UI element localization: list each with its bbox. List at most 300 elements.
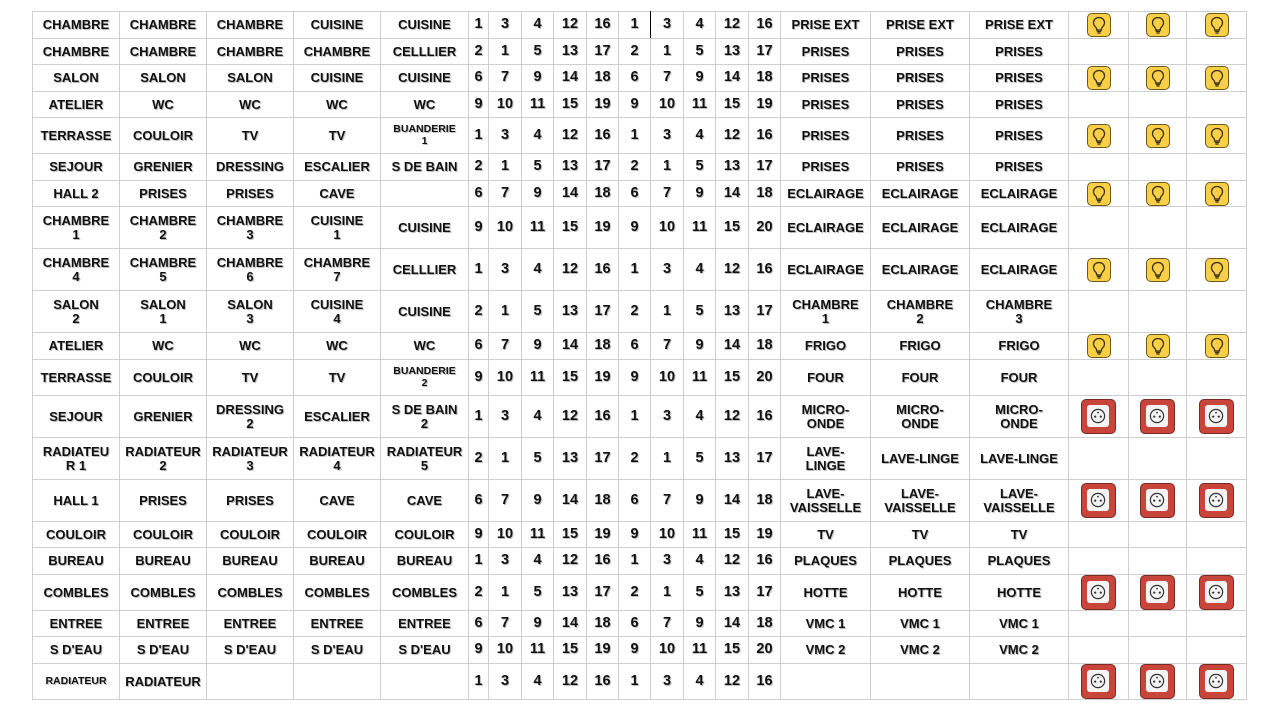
cell-text: SALON [53,70,99,86]
usage-cell [871,637,970,664]
light-bulb-icon [1205,182,1229,206]
icon-cell [1069,438,1129,480]
circuit-number-cell [684,12,716,39]
room-cell [120,181,207,207]
cell-text: VMC 1 [999,615,1039,631]
icon-cell [1069,291,1129,333]
icon-cell [1069,522,1129,548]
room-cell [207,118,294,154]
cell-text: ECLAIRAGE [787,219,864,235]
cell-text: 3 [500,16,510,33]
circuit-number-cell [469,611,489,637]
cell-text: 16 [756,260,773,277]
room-cell [120,396,207,438]
cell-text: 13 [723,583,741,600]
circuit-number-cell [684,360,716,396]
circuit-number-cell [587,611,619,637]
cell-text: TV [911,526,929,542]
cell-text: 17 [756,158,773,175]
circuit-number-cell [651,664,684,700]
cell-text: 9 [474,641,483,658]
cell-text: CUISINE 4 [310,296,364,326]
cell-text: 18 [756,69,773,86]
cell-text: VMC 2 [900,642,940,658]
cell-text: 4 [533,16,542,33]
circuit-number-cell [619,575,651,611]
icon-cell [1069,92,1129,118]
usage-cell [871,396,970,438]
cell-text: CHAMBRE 1 [792,296,859,326]
room-cell [381,438,469,480]
cell-text: 4 [533,260,542,277]
circuit-number-cell [522,396,554,438]
cell-text: 14 [723,337,741,354]
cell-text: CHAMBRE [129,43,197,59]
cell-text: 6 [474,69,483,86]
room-cell [207,92,294,118]
cell-text: 7 [500,614,510,631]
room-cell [33,39,120,65]
room-cell [381,548,469,575]
circuit-number-cell [554,12,587,39]
cell-text: MICRO- ONDE [995,401,1043,431]
circuit-number-cell [587,548,619,575]
power-socket-icon [1140,575,1175,610]
cell-text: 15 [723,95,741,112]
room-cell [207,39,294,65]
room-cell [33,611,120,637]
room-cell [120,65,207,92]
room-cell [120,575,207,611]
circuit-number-cell [522,65,554,92]
room-cell [33,637,120,664]
cell-text: 3 [662,126,672,143]
icon-cell [1069,575,1129,611]
cell-text: COULOIR [133,127,193,143]
cell-text: 1 [500,302,510,319]
light-bulb-icon [1146,124,1170,148]
circuit-number-cell [619,154,651,181]
circuit-number-cell [651,207,684,249]
circuit-number-cell [619,207,651,249]
usage-cell [970,181,1069,207]
cell-text: CHAMBRE [129,17,197,33]
cell-text: PRISES [896,127,944,143]
cell-text: 6 [474,184,483,201]
cell-text: PRISES [801,43,850,59]
usage-cell [871,92,970,118]
circuit-number-cell [651,333,684,360]
cell-text: 13 [723,449,741,466]
cell-text: 7 [662,69,672,86]
cell-text: 2 [474,302,483,319]
cell-text: ENTREE [223,615,277,631]
power-socket-icon [1081,664,1116,699]
room-cell [207,522,294,548]
usage-cell [871,118,970,154]
cell-text: 3 [500,672,510,689]
icon-cell [1129,438,1187,480]
cell-text: LAVE-LINGE [881,450,959,466]
usage-cell [970,575,1069,611]
cell-text: PRISES [995,96,1043,112]
cell-text: 2 [474,42,483,59]
cell-text: 3 [500,407,510,424]
circuit-number-cell [619,181,651,207]
circuit-number-cell [684,333,716,360]
cell-text: 5 [695,158,704,175]
cell-text: WC [413,338,436,354]
circuit-number-cell [716,154,749,181]
cell-text: SALON 1 [140,296,186,326]
usage-cell [781,480,871,522]
table-row [33,637,1247,664]
cell-text: RADIATEUR 2 [125,443,201,473]
room-cell [294,637,381,664]
cell-text: 14 [723,184,741,201]
room-cell [33,181,120,207]
table-row [33,522,1247,548]
cell-text: 19 [594,525,611,542]
room-cell [120,12,207,39]
room-cell [207,575,294,611]
cell-text: 9 [533,184,542,201]
cell-text: BUREAU [396,553,453,569]
room-cell [33,207,120,249]
room-cell [294,438,381,480]
cell-text: SEJOUR [49,408,103,424]
usage-cell [871,12,970,39]
room-cell [207,360,294,396]
cell-text: CELLLIER [392,261,457,277]
circuit-number-cell [651,249,684,291]
cell-text: 14 [561,69,579,86]
cell-text: S DE BAIN [391,159,458,175]
power-socket-icon [1199,664,1234,699]
cell-text: CHAMBRE 1 [42,212,110,242]
cell-text: ATELIER [48,96,104,112]
circuit-number-cell [587,12,619,39]
circuit-number-cell [749,611,781,637]
table-row [33,65,1247,92]
cell-text: PRISES [801,70,850,86]
circuit-number-cell [554,360,587,396]
circuit-number-cell [489,249,522,291]
room-cell [33,664,120,700]
icon-cell [1187,92,1247,118]
circuit-number-cell [554,438,587,480]
cell-text: 18 [594,491,611,508]
circuit-number-cell [619,637,651,664]
cell-text: WC [239,338,261,354]
circuit-number-cell [651,39,684,65]
cell-text: 1 [662,42,672,59]
icon-cell [1129,360,1187,396]
circuit-number-cell [716,637,749,664]
circuit-number-cell [522,611,554,637]
cell-text: CUISINE [398,70,451,86]
cell-text: 11 [691,525,708,542]
room-cell [207,438,294,480]
cell-text: 18 [594,614,611,631]
circuit-number-cell [489,396,522,438]
circuit-number-cell [716,65,749,92]
cell-text: COULOIR [220,526,280,542]
icon-cell [1069,396,1129,438]
circuit-number-cell [587,92,619,118]
cell-text: 11 [529,525,546,542]
cell-text: 15 [561,95,579,112]
circuit-number-cell [684,249,716,291]
cell-text: 14 [561,184,579,201]
circuit-number-cell [587,438,619,480]
light-bulb-icon [1146,334,1170,358]
circuit-number-cell [619,12,651,39]
cell-text: 19 [594,641,611,658]
circuit-number-cell [469,637,489,664]
cell-text: 5 [533,42,542,59]
cell-text: ENTREE [136,615,190,631]
circuit-number-cell [522,118,554,154]
cell-text: CHAMBRE 4 [42,254,110,284]
room-cell [33,12,120,39]
cell-text: COMBLES [217,584,283,600]
usage-cell [871,181,970,207]
circuit-number-cell [469,333,489,360]
cell-text: 15 [561,641,579,658]
cell-text: LAVE- LINGE [805,443,846,473]
circuit-number-cell [749,12,781,39]
circuit-number-cell [651,548,684,575]
cell-text: RADIATEUR 3 [212,443,288,473]
cell-text: ECLAIRAGE [881,219,959,235]
cell-text: 1 [630,407,639,424]
room-cell [207,207,294,249]
circuit-number-cell [522,291,554,333]
power-socket-icon [1199,399,1234,434]
cell-text: SEJOUR [49,159,103,175]
cell-text: 6 [630,337,639,354]
room-cell [207,396,294,438]
usage-cell [970,396,1069,438]
table-row [33,12,1247,39]
room-cell [33,438,120,480]
cell-text: 14 [561,337,579,354]
icon-cell [1069,181,1129,207]
circuit-number-cell [716,480,749,522]
circuit-number-cell [651,396,684,438]
cell-text: RADIATEUR 5 [386,443,463,473]
room-cell [294,480,381,522]
cell-text: 6 [630,491,639,508]
cell-text: 3 [662,552,672,569]
icon-cell [1129,611,1187,637]
circuit-number-cell [554,333,587,360]
usage-cell [970,333,1069,360]
circuit-number-cell [716,396,749,438]
cell-text: 16 [756,126,773,143]
room-cell [120,249,207,291]
circuit-number-cell [716,611,749,637]
usage-cell [871,575,970,611]
cell-text: RADIATEUR 4 [299,443,375,473]
room-cell [294,39,381,65]
power-socket-icon [1140,483,1175,518]
cell-text: GRENIER [133,159,193,175]
usage-cell [871,65,970,92]
icon-cell [1187,291,1247,333]
cell-text: RADIATEUR [45,674,107,687]
icon-cell [1129,92,1187,118]
circuit-number-cell [587,154,619,181]
cell-text: COMBLES [392,584,457,600]
cell-text: FRIGO [899,338,941,354]
icon-cell [1187,118,1247,154]
cell-text: 4 [695,552,704,569]
circuit-number-cell [469,118,489,154]
circuit-number-cell [651,480,684,522]
cell-text: 9 [533,69,542,86]
cell-text: 12 [723,552,741,569]
cell-text: 9 [533,337,542,354]
cell-text: COULOIR [394,526,455,542]
circuit-number-cell [469,480,489,522]
circuit-number-cell [469,548,489,575]
cell-text: S D'EAU [49,642,103,658]
room-cell [207,333,294,360]
room-cell [294,291,381,333]
circuit-number-cell [554,181,587,207]
cell-text: VMC 1 [805,615,846,631]
cell-text: 20 [756,368,773,385]
power-socket-icon [1081,575,1116,610]
room-cell [33,92,120,118]
cell-text: 6 [474,337,483,354]
cell-text: 9 [474,95,483,112]
usage-cell [781,360,871,396]
cell-text: 9 [630,218,639,235]
cell-text: VMC 2 [999,642,1039,658]
cell-text: CUISINE [398,17,451,33]
cell-text: CAVE [319,185,355,201]
room-cell [294,92,381,118]
circuit-number-cell [749,637,781,664]
cell-text: FOUR [807,369,844,385]
icon-cell [1129,575,1187,611]
room-cell [294,575,381,611]
cell-text: MICRO- ONDE [801,401,850,431]
cell-text: 19 [756,525,773,542]
cell-text: TERRASSE [40,369,112,385]
cell-text: 1 [474,126,483,143]
usage-cell [970,39,1069,65]
circuit-number-cell [489,548,522,575]
circuit-number-cell [522,12,554,39]
cell-text: PRISES [995,127,1043,143]
light-bulb-icon [1087,258,1111,282]
circuit-number-cell [587,360,619,396]
circuit-number-cell [469,664,489,700]
cell-text: 19 [594,95,611,112]
cell-text: CHAMBRE 3 [985,296,1053,326]
power-socket-icon [1140,664,1175,699]
circuit-number-cell [749,39,781,65]
circuit-number-cell [619,333,651,360]
cell-text: SALON [227,70,273,86]
usage-cell [871,207,970,249]
usage-cell [781,12,871,39]
room-cell [33,118,120,154]
icon-cell [1069,154,1129,181]
cell-text: 5 [695,583,704,600]
circuit-number-cell [749,333,781,360]
cell-text: 3 [662,16,672,33]
circuit-number-cell [651,154,684,181]
cell-text: CHAMBRE [42,17,110,33]
icon-cell [1129,522,1187,548]
cell-text: 12 [723,16,741,33]
circuit-number-cell [619,291,651,333]
cell-text: 2 [630,42,639,59]
cell-text: ECLAIRAGE [980,219,1058,235]
usage-cell [970,118,1069,154]
circuit-number-cell [716,360,749,396]
circuit-number-cell [749,396,781,438]
circuit-number-cell [651,118,684,154]
room-cell [120,92,207,118]
circuit-number-cell [469,291,489,333]
room-cell [381,118,469,154]
usage-cell [781,92,871,118]
cell-text: GRENIER [133,408,193,424]
circuit-number-cell [554,291,587,333]
room-cell [381,207,469,249]
cell-text: 9 [695,337,704,354]
cell-text: 5 [533,449,542,466]
room-cell [294,181,381,207]
circuit-number-cell [619,65,651,92]
circuit-number-cell [554,396,587,438]
icon-cell [1129,333,1187,360]
circuit-number-cell [619,522,651,548]
cell-text: TERRASSE [40,127,112,143]
circuit-number-cell [651,575,684,611]
icon-cell [1069,548,1129,575]
usage-cell [871,548,970,575]
usage-cell [970,65,1069,92]
cell-text: BUREAU [135,553,191,569]
table-row [33,333,1247,360]
room-cell [294,249,381,291]
icon-cell [1187,360,1247,396]
cell-text: 18 [756,614,773,631]
circuit-number-cell [522,637,554,664]
circuit-number-cell [684,39,716,65]
cell-text: 1 [630,672,639,689]
cell-text: 12 [561,260,579,277]
cell-text: 4 [695,672,704,689]
icon-cell [1129,118,1187,154]
cell-text: 4 [695,16,704,33]
room-cell [207,548,294,575]
cell-text: PRISES [226,492,274,508]
cell-text: 16 [756,672,773,689]
table-row [33,611,1247,637]
circuit-number-cell [522,333,554,360]
room-cell [381,92,469,118]
room-cell [120,664,207,700]
usage-cell [871,291,970,333]
